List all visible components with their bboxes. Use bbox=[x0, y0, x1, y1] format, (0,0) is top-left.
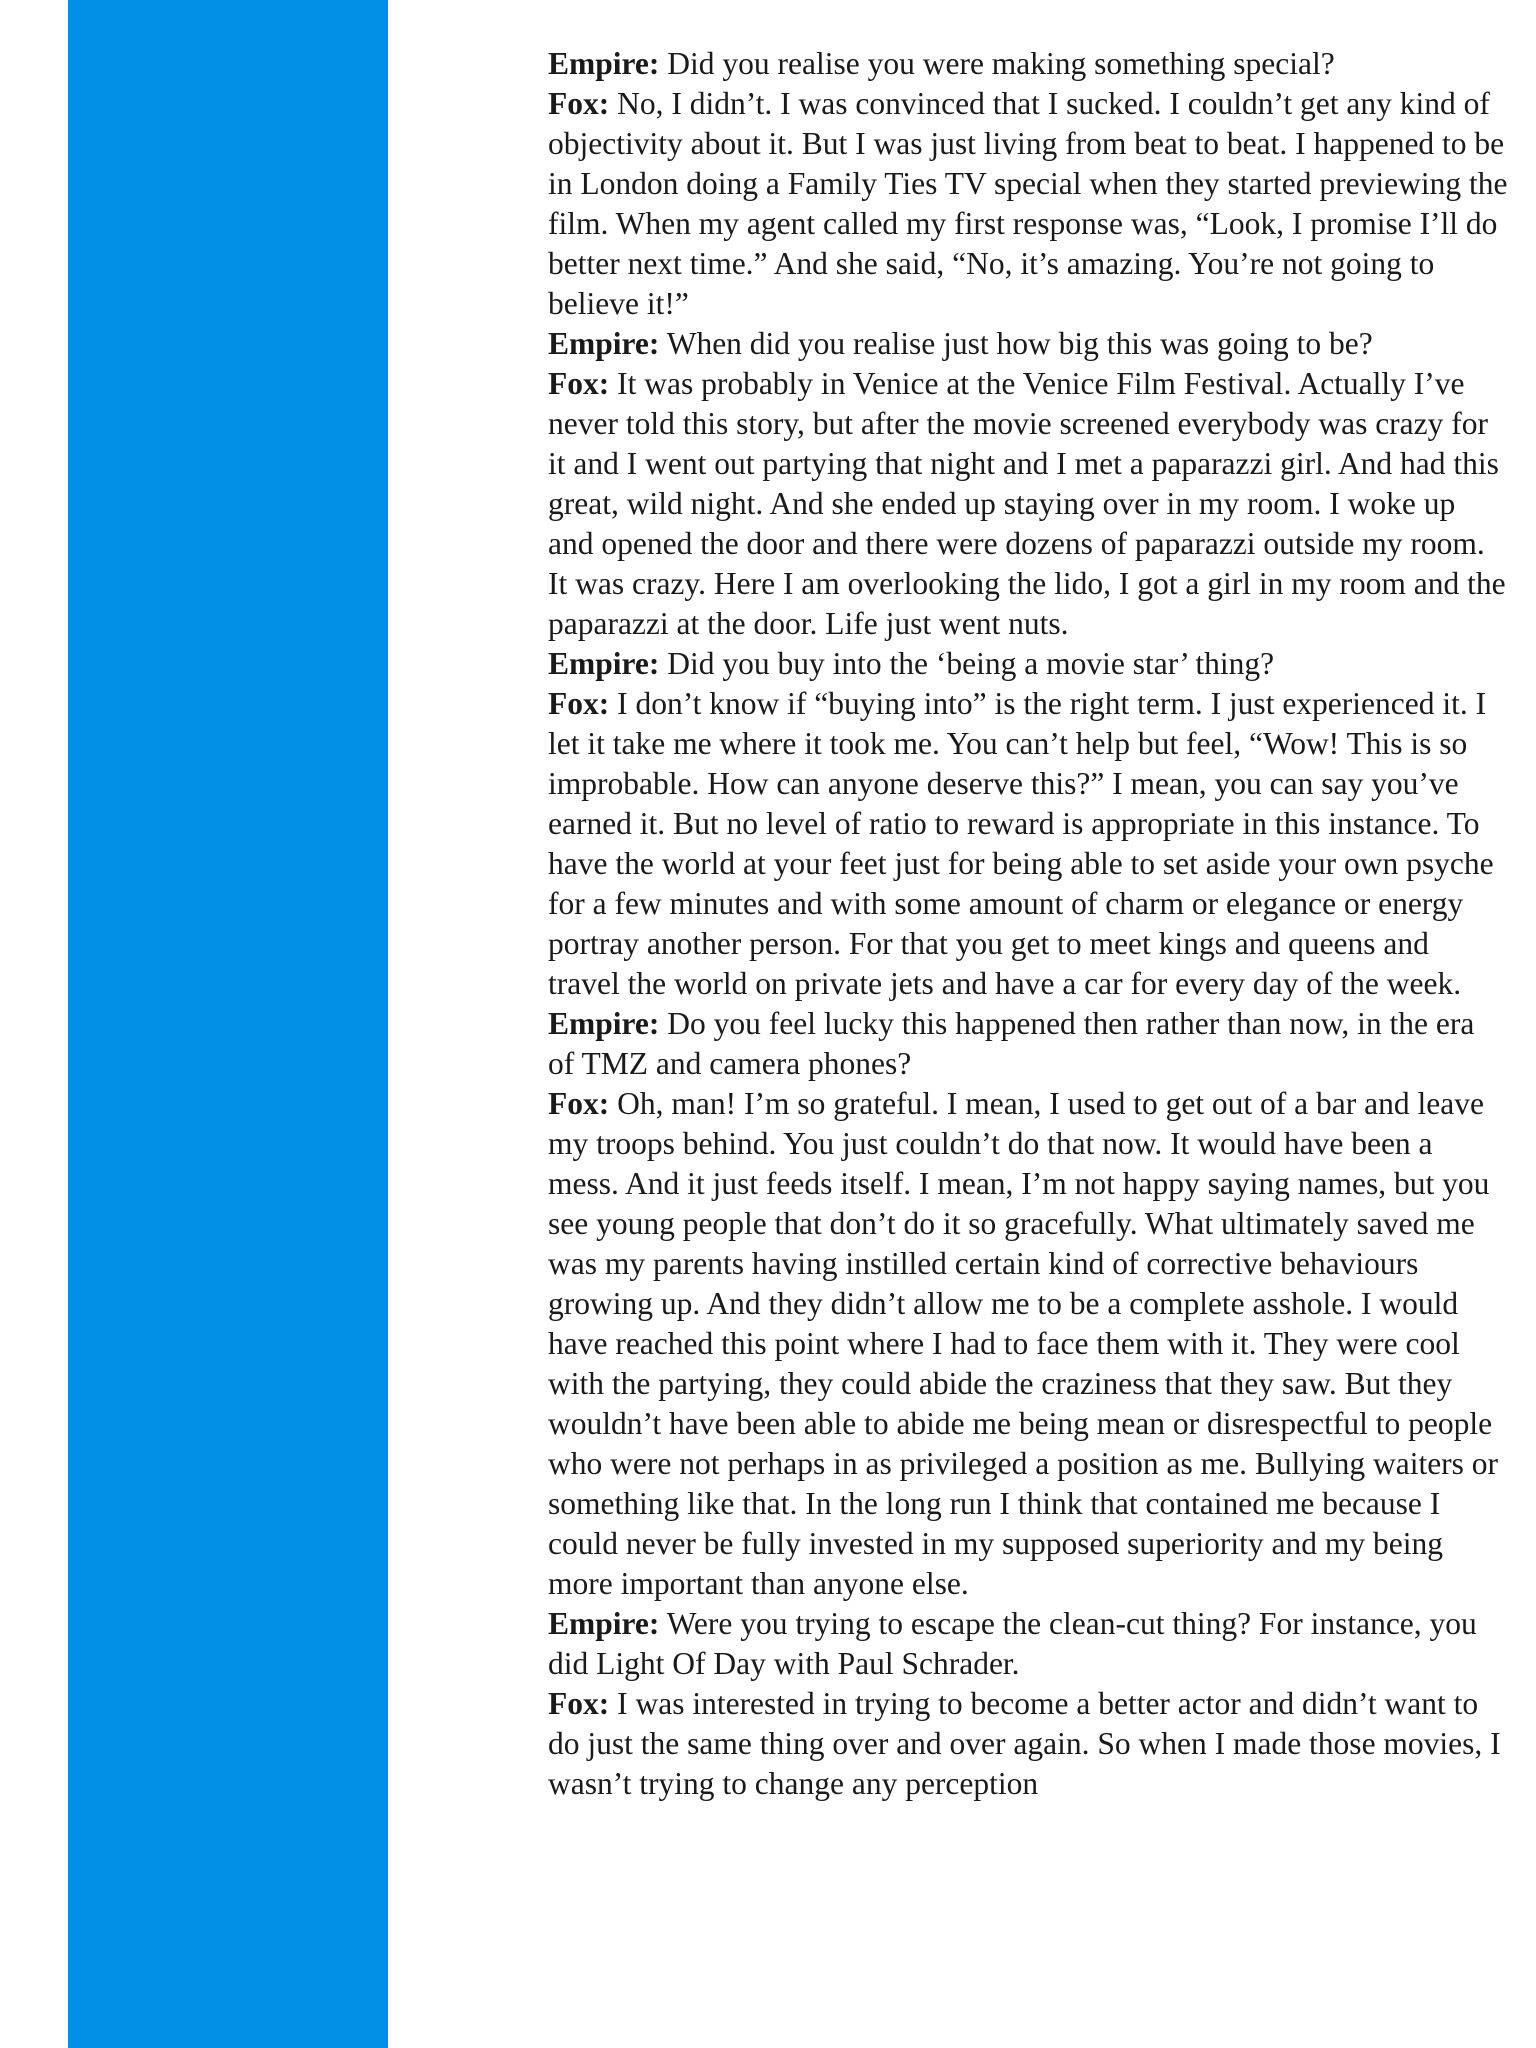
speech-text: Did you realise you were making something special? bbox=[659, 46, 1335, 81]
interview-paragraph bbox=[548, 644, 1508, 684]
speech-text: No, I didn’t. I was convinced that I sucked. I couldn’t get any kind of objectivity about it. But I was just living from beat to beat. I happened to be in London doing a Family Ties TV special when they started previewing the film. When my agent called my first response was, “Look, I promise I’ll do better next time.” And she said, “No, it’s amazing. You’re not going to believe it!” bbox=[548, 86, 1508, 321]
interview-paragraph bbox=[548, 1684, 1508, 1804]
speech-text: Do you feel lucky this happened then rather than now, in the era of TMZ and camera phones? bbox=[548, 1006, 1475, 1081]
speaker-label: Fox: bbox=[548, 686, 610, 721]
interview-paragraph bbox=[548, 684, 1508, 1004]
interview-paragraph bbox=[548, 44, 1508, 84]
speaker-label: Fox: bbox=[548, 86, 610, 121]
speaker-label: Empire: bbox=[548, 1006, 660, 1041]
speaker-label: Empire: bbox=[548, 46, 660, 81]
interview-article bbox=[548, 44, 1508, 1804]
interview-paragraph bbox=[548, 1084, 1508, 1604]
speaker-label: Fox: bbox=[548, 1086, 610, 1121]
speaker-label: Empire: bbox=[548, 1606, 660, 1641]
interview-paragraph bbox=[548, 324, 1508, 364]
speech-text: Were you trying to escape the clean-cut thing? For instance, you did Light Of Day with Paul Schrader. bbox=[548, 1606, 1477, 1681]
speech-text: It was probably in Venice at the Venice Film Festival. Actually I’ve never told this story, but after the movie screened everybody was crazy for it and I went out partying that night and I met a paparazzi girl. And had this great, wild night. And she ended up staying over in my room. I woke up and opened the door and there were dozens of paparazzi outside my room. It was crazy. Here I am overlooking the lido, I got a girl in my room and the paparazzi at the door. Life just went nuts. bbox=[548, 366, 1506, 641]
interview-paragraph bbox=[548, 1604, 1508, 1684]
speaker-label: Empire: bbox=[548, 646, 660, 681]
speaker-label: Fox: bbox=[548, 1686, 610, 1721]
speech-text: Did you buy into the ‘being a movie star’ thing? bbox=[659, 646, 1275, 681]
interview-paragraph bbox=[548, 1004, 1508, 1084]
speech-text: I was interested in trying to become a better actor and didn’t want to do just the same thing over and over again. So when I made those movies, I wasn’t trying to change any perception bbox=[548, 1686, 1501, 1801]
speech-text: I don’t know if “buying into” is the right term. I just experienced it. I let it take me where it took me. You can’t help but feel, “Wow! This is so improbable. How can anyone deserve this?” I mean, you can say you’ve earned it. But no level of ratio to reward is appropriate in this instance. To have the world at your feet just for being able to set aside your own psyche for a few minutes and with some amount of charm or elegance or energy portray another person. For that you get to meet kings and queens and travel the world on private jets and have a car for every day of the week. bbox=[548, 686, 1494, 1001]
interview-paragraph bbox=[548, 84, 1508, 324]
interview-paragraph bbox=[548, 364, 1508, 644]
speaker-label: Empire: bbox=[548, 326, 660, 361]
speech-text: Oh, man! I’m so grateful. I mean, I used to get out of a bar and leave my troops behind. You just couldn’t do that now. It would have been a mess. And it just feeds itself. I mean, I’m not happy saying names, but you see young people that don’t do it so gracefully. What ultimately saved me was my parents having instilled certain kind of corrective behaviours growing up. And they didn’t allow me to be a complete asshole. I would have reached this point where I had to face them with it. They were cool with the partying, they could abide the craziness that they saw. But they wouldn’t have been able to abide me being mean or disrespectful to people who were not perhaps in as privileged a position as me. Bullying waiters or something like that. In the long run I think that contained me because I could never be fully invested in my supposed superiority and my being more important than anyone else. bbox=[548, 1086, 1499, 1601]
accent-sidebar-bar bbox=[68, 0, 388, 2048]
speech-text: When did you realise just how big this was going to be? bbox=[659, 326, 1373, 361]
speaker-label: Fox: bbox=[548, 366, 610, 401]
